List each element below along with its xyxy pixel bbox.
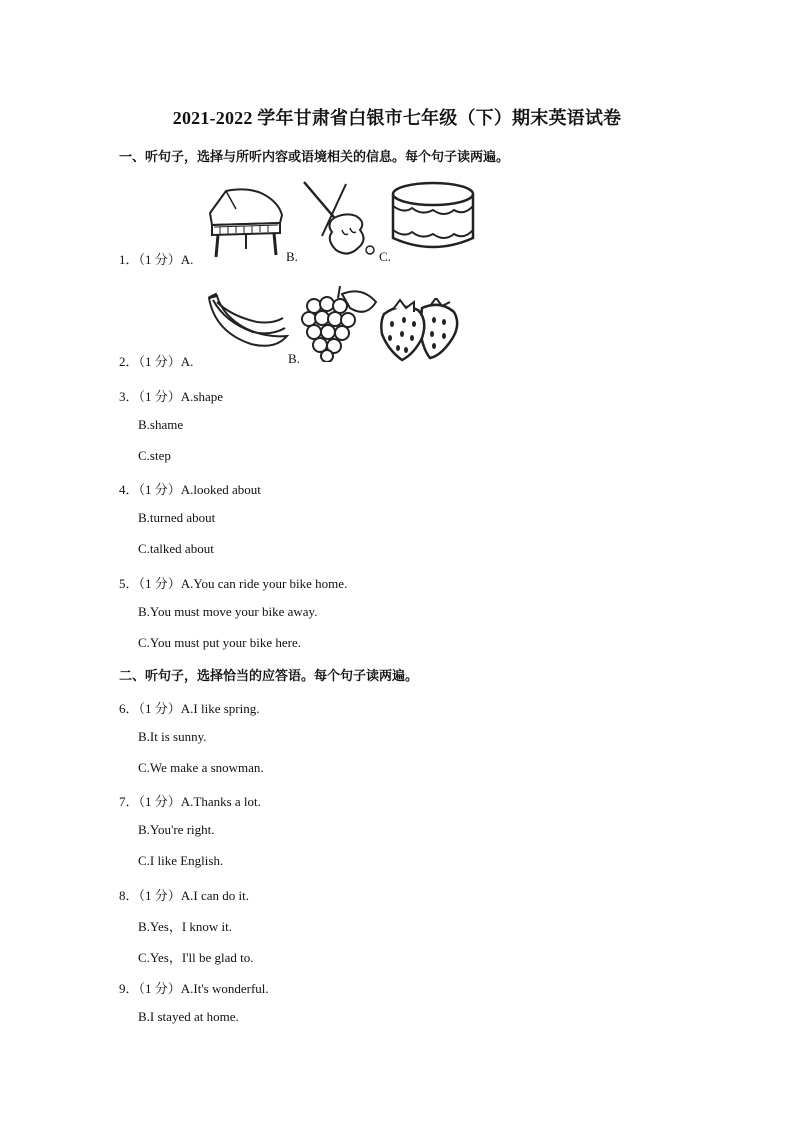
question-6-option-c: C.We make a snowman. (138, 760, 264, 775)
question-5-option-c: C.You must put your bike here. (138, 635, 301, 650)
question-3-option-b: B.shame (138, 417, 184, 432)
question-4-option-b: B.turned about (138, 510, 216, 525)
question-9-option-b: B.I stayed at home. (138, 1009, 239, 1024)
question-1-option-c: C. (379, 249, 391, 264)
question-5-option-b: B.You must move your bike away. (138, 604, 318, 619)
violin-icon (298, 178, 380, 260)
question-8: 8．（1 分）A.I can do it. (119, 888, 249, 903)
question-8-option-c: C.Yes，I'll be glad to. (138, 950, 254, 965)
strawberry-icon (378, 298, 460, 362)
question-5: 5．（1 分）A.You can ride your bike home. (119, 576, 348, 591)
question-6-option-b: B.It is sunny. (138, 729, 207, 744)
question-2-option-b: B. (288, 351, 300, 366)
page-title: 2021-2022 学年甘肃省白银市七年级（下）期末英语试卷 (172, 108, 622, 128)
question-1-option-b: B. (286, 249, 298, 264)
grape-icon (300, 282, 380, 362)
section-heading-1: 一、听句子，选择与所听内容或语境相关的信息。每个句子读两遍。 (119, 149, 510, 164)
question-9: 9．（1 分）A.It's wonderful. (119, 981, 269, 996)
question-7-option-c: C.I like English. (138, 853, 224, 868)
question-3: 3．（1 分）A.shape (119, 389, 223, 404)
question-6: 6．（1 分）A.I like spring. (119, 701, 260, 716)
question-7: 7．（1 分）A.Thanks a lot. (119, 794, 261, 809)
drum-icon (390, 180, 476, 256)
question-1-prefix: 1．（1 分）A. (119, 252, 194, 267)
section-heading-2: 二、听句子，选择恰当的应答语。每个句子读两遍。 (119, 668, 419, 683)
piano-icon (206, 183, 286, 261)
question-8-option-b: B.Yes，I know it. (138, 919, 233, 934)
banana-icon (205, 292, 289, 354)
question-2-prefix: 2．（1 分）A. (119, 354, 194, 369)
question-7-option-b: B.You're right. (138, 822, 215, 837)
question-4: 4．（1 分）A.looked about (119, 482, 261, 497)
question-3-option-c: C.step (138, 448, 171, 463)
question-4-option-c: C.talked about (138, 541, 214, 556)
